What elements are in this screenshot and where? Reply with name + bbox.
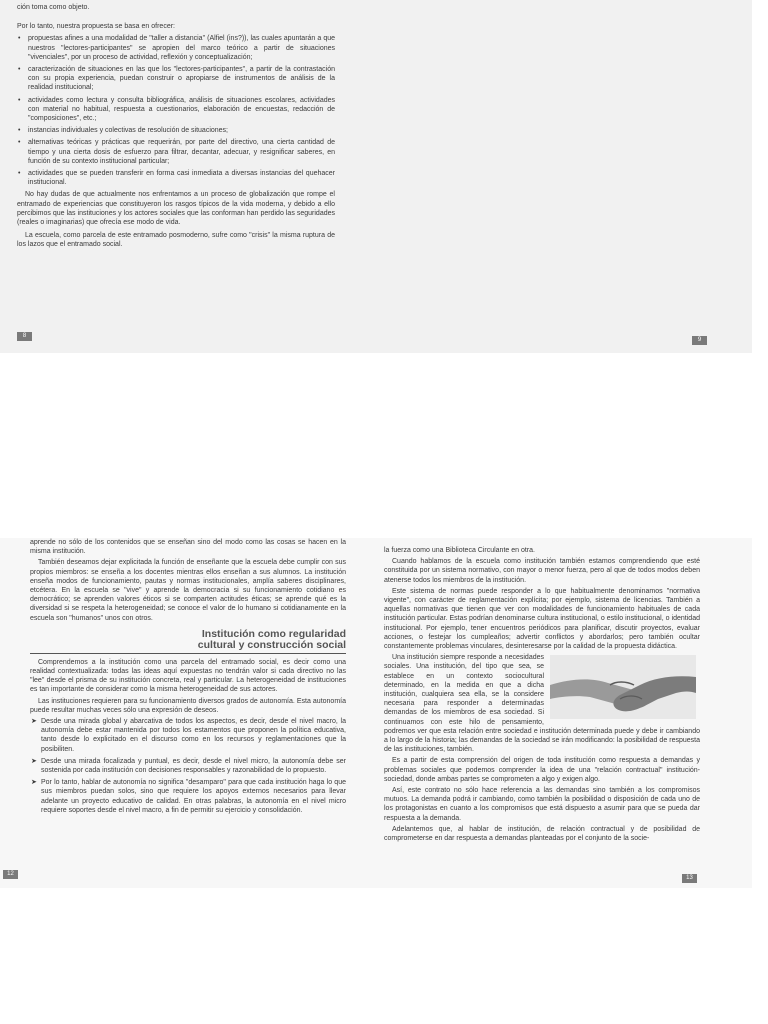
section-heading <box>30 629 346 651</box>
proposal-list <box>17 34 335 187</box>
page-number: 8 <box>17 332 32 341</box>
paragraph: Cuando hablamos de la escuela como institución también estamos comprendiendo que esté constituida por un sistema normativo, con mayor o menor fuerza, pero al que de todos modos deben atenerse todos los miembros de la institución. <box>384 558 700 584</box>
paragraph: Las instituciones requieren para su funcionamiento diversos grados de autonomía. Esta autonomía puede resultar muchas veces sólo una expresión de deseos. <box>30 697 346 714</box>
intro-line: ción toma como objeto. <box>17 4 90 11</box>
section-title-line: cultural y construcción social <box>197 638 346 651</box>
list-item: • instancias individuales y colectivas de resolución de situaciones; <box>18 127 228 135</box>
page-13 <box>376 538 752 888</box>
autonomy-list <box>30 717 346 815</box>
page-8-text <box>17 3 335 250</box>
page-12-text <box>30 538 346 818</box>
page-12 <box>0 538 376 888</box>
page-13-text <box>384 546 700 843</box>
list-item: • alternativas teóricas y prácticas que requerirán, por parte del directivo, una cierta cantidad de tiempo y una cierta dosis de esfuerzo para filtrar, decantar, adecuar, y resignificar saberes, en función de su contexto institucional particular; <box>18 139 335 165</box>
lead-line: Por lo tanto, nuestra propuesta se basa en ofrecer: <box>17 23 175 31</box>
list-item: • propuestas afines a una modalidad de "taller a distancia" (Alfiel (ins?)), las cuales apuntarán a que nuestros "lectores-participantes" se apropien del marco teórico a partir de situaciones "vivenciales", por un proceso de actividad, reflexión y conceptualización; <box>18 35 335 61</box>
list-item: ➤ Desde una mirada focalizada y puntual, es decir, desde el nivel micro, la autonomía debe ser sostenida por cada institución con decisiones responsables y razonabilidad de lo propuesto. <box>31 757 346 775</box>
paragraph: Comprendemos a la institución como una parcela del entramado social, es decir como una realidad contextualizada: todas las ideas aquí expuestas no tendrán valor si cada directivo no las "lee" desde el prisma de su institución concreta, real y particular. La heterogeneidad de instituciones es tan importante de considerar como la misma heterogeneidad de sus actores. <box>30 658 346 694</box>
paragraph: No hay dudas de que actualmente nos enfrentamos a un proceso de globalización que rompe el entramado de experiencias que constituyeron los rasgos típicos de la vida moderna, y debido a ello percibimos que las instituciones y los actores sociales que las conforman han perdido las seguridades (reales o imaginarias) que ofrecía ese modo de vida. <box>17 191 335 227</box>
paragraph: También deseamos dejar explicitada la función de enseñante que la escuela debe cumplir con sus propios miembros: se enseña a los docentes mientras ellos enseñan a sus alumnos. La institución enseña modos de funcionamiento, pautas y normas institucionales, amplía saberes disciplinares, etcétera. En la escuela se "vive" y aprende la democracia si su funcionamiento cotidiano es democrático; se aprenden valores éticos si se comparten actitudes éticas; se aprende qué es la diversidad si se respeta la heterogeneidad; se conoce el valor de lo humano si cotidianamente en la escuela son "humanos" unos con otros. <box>30 559 346 622</box>
paragraph: La escuela, como parcela de este entramado posmoderno, sufre como "crisis" la misma ruptura de los lazos que el entramado social. <box>17 232 335 249</box>
list-item: ➤ Desde una mirada global y abarcativa de todos los aspectos, es decir, desde el nivel macro, la autonomía debe estar mantenida por todos los estamentos que proponen la política educativa, tanto desde lo explicitado en el discurso como en los recursos y reglamentaciones que la posibiliten. <box>31 718 346 753</box>
list-item: • actividades que se pueden transferir en forma casi inmediata a diversas instancias del quehacer institucional. <box>18 170 335 187</box>
list-item: • actividades como lectura y consulta bibliográfica, análisis de situaciones escolares, actividades con material no habitual, respuesta a cuestionarios, elaboración de encuestas, redacción de "composiciones", etc.; <box>18 96 335 123</box>
list-item: • caracterización de situaciones en las que los "lectores-participantes", a partir de la contrastación con su propia experiencia, puedan construir o apropiarse de instrumentos de análisis de la realidad institucional; <box>18 66 335 92</box>
paragraph: Es a partir de esta comprensión del origen de toda institución como respuesta a demandas y problemas sociales que podemos comprender la idea de una "relación contractual" institución-sociedad, donde ambas partes se comprometen a algo y exigen algo. <box>384 757 700 783</box>
paragraph: Una institución siempre responde a necesidades sociales. Una institución, del tipo que sea, se establece en un contexto sociocultural determinado, en la medida en que a dicha institución, cualquiera sea ella, se la considere necesaria para responder a determinadas demandas de los miembros de esa sociedad. Si continuamos con este hilo de pensamiento, podremos ver que esta relación entre sociedad e institución determinada puede y debe ir cambiando a lo largo de la historia; las demandas de la sociedad se irán modificando: la posibilidad de respuesta de las instituciones, también. <box>384 654 700 754</box>
list-item: ➤ Por lo tanto, hablar de autonomía no significa "desamparo" para que cada institución haga lo que sus miembros puedan solos, sino que requiere los apoyos externos necesarios para llevar adelante un proyecto educativo de calidad. En otras palabras, la autonomía en el nivel micro requiere soportes desde el nivel macro, a fin de permitir su ejercicio y consolidación. <box>31 779 346 814</box>
handshake-illustration <box>550 655 696 719</box>
section-title-line: Institución como regularidad <box>201 627 346 640</box>
paragraph: aprende no sólo de los contenidos que se enseñan sino del modo como las cosas se hacen en la misma institución. <box>30 539 346 556</box>
paragraph: Este sistema de normas puede responder a lo que habitualmente denominamos "normativa vigente", con carácter de reglamentación explícita; por ejemplo, sistema de licencias. También a aquellas normativas que tienen que ver con modalidades de funcionamiento habituales de cada institución particular. Estas podrían denominarse cultura institucional, o estilo institucional, o identidad institucional. Por ejemplo, tener encuentros periódicos para planificar, discutir proyectos, evaluar acciones, o festejar los cumpleaños; advertir conflictos y abordarlos; pero también ocultar constantemente problemas vinculares, desinteresarse por la calidad de la propuesta didáctica. <box>384 587 700 651</box>
page-number: 13 <box>682 874 697 883</box>
section-divider <box>30 653 346 654</box>
page-number: 12 <box>3 870 18 879</box>
paragraph: Adelantemos que, al hablar de institución, de relación contractual y de posibilidad de comprometerse en dar respuesta a demandas planteadas por el conjunto de la socie- <box>384 825 700 843</box>
page-number: 9 <box>692 336 707 345</box>
book-spread-top <box>0 0 752 353</box>
page-8 <box>0 0 376 353</box>
page-9 <box>376 0 752 353</box>
paragraph: Así, este contrato no sólo hace referencia a las demandas sino también a los compromisos mutuos. La demanda podrá ir cambiando, como también la posibilidad o disposición de cada uno de los protagonistas en cuanto a los compromisos que está dispuesto a asumir para que se pueda dar respuesta a la demanda. <box>384 787 700 822</box>
paragraph: la fuerza como una Biblioteca Circulante en otra. <box>384 547 535 554</box>
book-spread-bottom <box>0 538 752 888</box>
